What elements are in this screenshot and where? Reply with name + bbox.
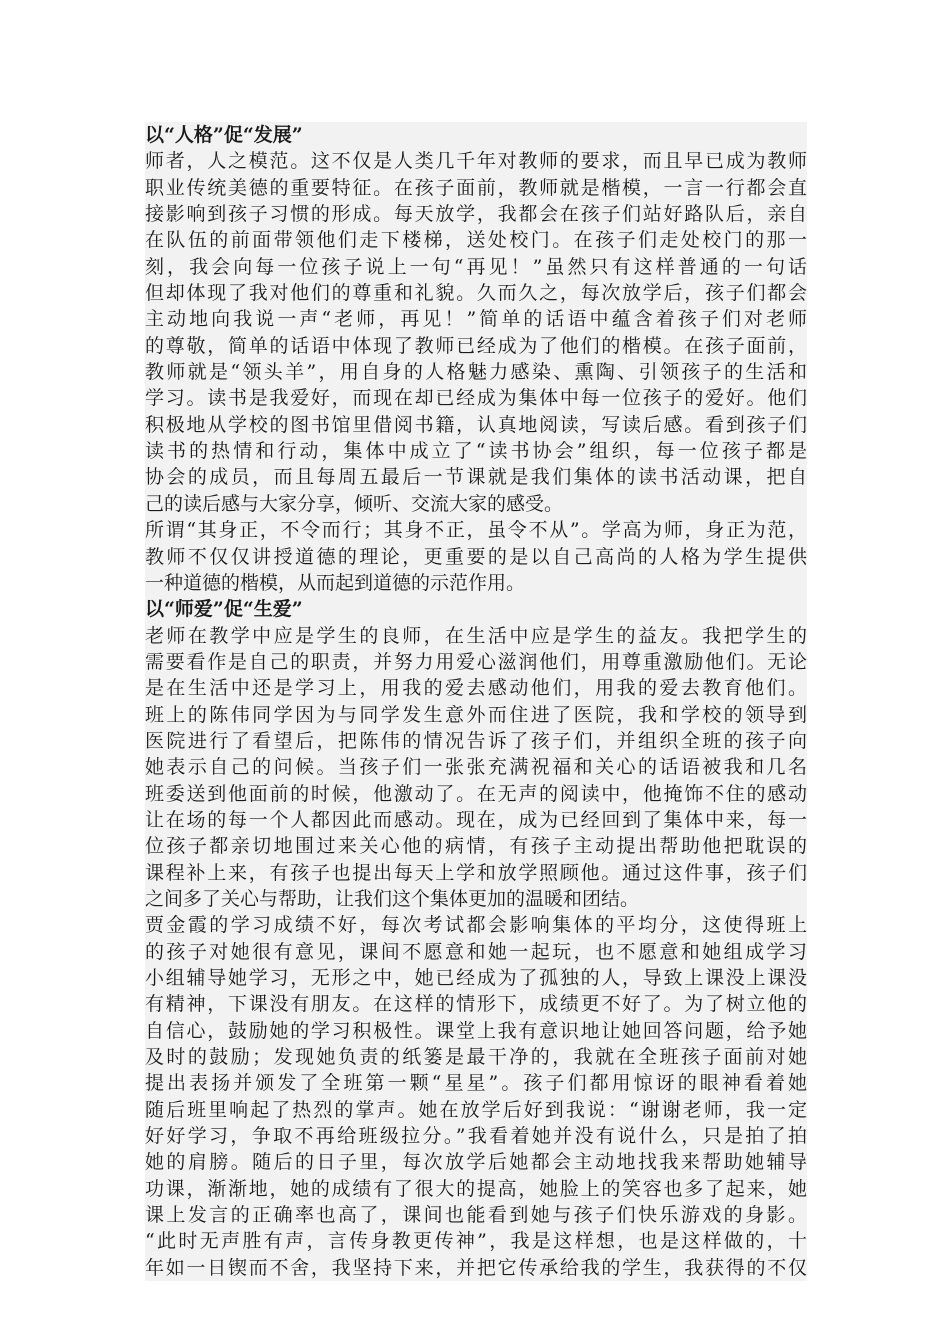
text-line: 师者，人之模范。这不仅是人类几千年对教师的要求，而且早已成为教师 — [145, 150, 807, 173]
text-line: 年如一日锲而不舍，我坚持下来，并把它传承给我的学生，我获得的不仅 — [145, 1256, 807, 1279]
text-line: 己的读后感与大家分享，倾听、交流大家的感受。 — [145, 492, 564, 515]
section-heading: 以“师爱”促“生爱” — [145, 598, 303, 621]
text-line: 及时的鼓励；发现她负责的纸篓是最干净的，我就在全班孩子面前对她 — [145, 1046, 807, 1069]
text-line: 职业传统美德的重要特征。在孩子面前，教师就是楷模，一言一行都会直 — [145, 176, 807, 199]
text-line: 课上发言的正确率也高了，课间也能看到她与孩子们快乐游戏的身影。 — [145, 1204, 807, 1227]
text-line: 她表示自己的问候。当孩子们一张张充满祝福和关心的话语被我和几名 — [145, 756, 807, 779]
text-line: 需要看作是自己的职责，并努力用爱心滋润他们，用尊重激励他们。无论 — [145, 650, 807, 673]
text-line: 的尊敬，简单的话语中体现了教师已经成为了他们的楷模。在孩子面前， — [145, 334, 807, 357]
text-line: 一种道德的楷模，从而起到道德的示范作用。 — [145, 571, 526, 594]
text-line: 积极地从学校的图书馆里借阅书籍，认真地阅读，写读后感。看到孩子们 — [145, 413, 807, 436]
text-line: 教师不仅仅讲授道德的理论，更重要的是以自己高尚的人格为学生提供 — [145, 545, 807, 568]
text-line: “此时无声胜有声，言传身教更传神”，我是这样想，也是这样做的，十 — [145, 1230, 807, 1253]
text-line: 是在生活中还是学习上，用我的爱去感动他们，用我的爱去教育他们。 — [145, 677, 807, 700]
text-line: 之间多了关心与帮助，让我们这个集体更加的温暖和团结。 — [145, 887, 640, 910]
text-line: 学习。读书是我爱好，而现在却已经成为集体中每一位孩子的爱好。他们 — [145, 387, 807, 410]
text-line: 在队伍的前面带领他们走下楼梯，送处校门。在孩子们走处校门的那一 — [145, 229, 807, 252]
text-line: 教师就是“领头羊”，用自身的人格魅力感染、熏陶、引领孩子的生活和 — [145, 361, 807, 384]
text-line: 刻，我会向每一位孩子说上一句“再见！”虽然只有这样普通的一句话 — [145, 255, 807, 278]
text-line: 医院进行了看望后，把陈伟的情况告诉了孩子们，并组织全班的孩子向 — [145, 729, 807, 752]
text-line: 接影响到孩子习惯的形成。每天放学，我都会在孩子们站好路队后，亲自 — [145, 203, 807, 226]
text-line: 所谓“其身正，不令而行；其身不正，虽令不从”。学高为师，身正为范， — [145, 519, 807, 542]
text-line: 自信心，鼓励她的学习积极性。课堂上我有意识地让她回答问题，给予她 — [145, 1019, 807, 1042]
text-line: 班上的陈伟同学因为与同学发生意外而住进了医院，我和学校的领导到 — [145, 703, 807, 726]
text-line: 老师在教学中应是学生的良师，在生活中应是学生的益友。我把学生的 — [145, 624, 807, 647]
text-line: 班委送到他面前的时候，他激动了。在无声的阅读中，他掩饰不住的感动 — [145, 782, 807, 805]
text-line: 让在场的每一个人都因此而感动。现在，成为已经回到了集体中来，每一 — [145, 808, 807, 831]
text-line: 她的肩膀。随后的日子里，每次放学后她都会主动地找我来帮助她辅导 — [145, 1151, 807, 1174]
text-line: 主动地向我说一声“老师，再见！”简单的话语中蕴含着孩子们对老师 — [145, 308, 807, 331]
text-line: 课程补上来，有孩子也提出每天上学和放学照顾他。通过这件事，孩子们 — [145, 861, 807, 884]
text-line: 有精神，下课没有朋友。在这样的情形下，成绩更不好了。为了树立他的 — [145, 993, 807, 1016]
section-heading: 以“人格”促“发展” — [145, 124, 303, 146]
text-line: 但却体现了我对他们的尊重和礼貌。久而久之，每次放学后，孩子们都会 — [145, 282, 807, 305]
text-line: 小组辅导她学习，无形之中，她已经成为了孤独的人，导致上课没上课没 — [145, 967, 807, 989]
text-line: 的孩子对她很有意见，课间不愿意和她一起玩，也不愿意和她组成学习 — [145, 940, 807, 963]
document-page — [145, 122, 807, 1281]
text-line: 好好学习，争取不再给班级拉分。”我看着她并没有说什么，只是拍了拍 — [145, 1125, 807, 1148]
text-line: 贾金霞的学习成绩不好，每次考试都会影响集体的平均分，这使得班上 — [145, 914, 807, 937]
text-line: 随后班里响起了热烈的掌声。她在放学后好到我说：“谢谢老师，我一定 — [145, 1098, 807, 1121]
text-line: 功课，渐渐地，她的成绩有了很大的提高，她脸上的笑容也多了起来，她 — [145, 1177, 807, 1200]
text-line: 提出表扬并颁发了全班第一颗“星星”。孩子们都用惊讶的眼神看着她 — [145, 1072, 807, 1095]
text-line: 读书的热情和行动，集体中成立了“读书协会”组织，每一位孩子都是 — [145, 440, 807, 463]
text-line: 协会的成员，而且每周五最后一节课就是我们集体的读书活动课，把自 — [145, 466, 807, 489]
text-line: 位孩子都亲切地围过来关心他的病情，有孩子主动提出帮助他把耽误的 — [145, 835, 807, 858]
